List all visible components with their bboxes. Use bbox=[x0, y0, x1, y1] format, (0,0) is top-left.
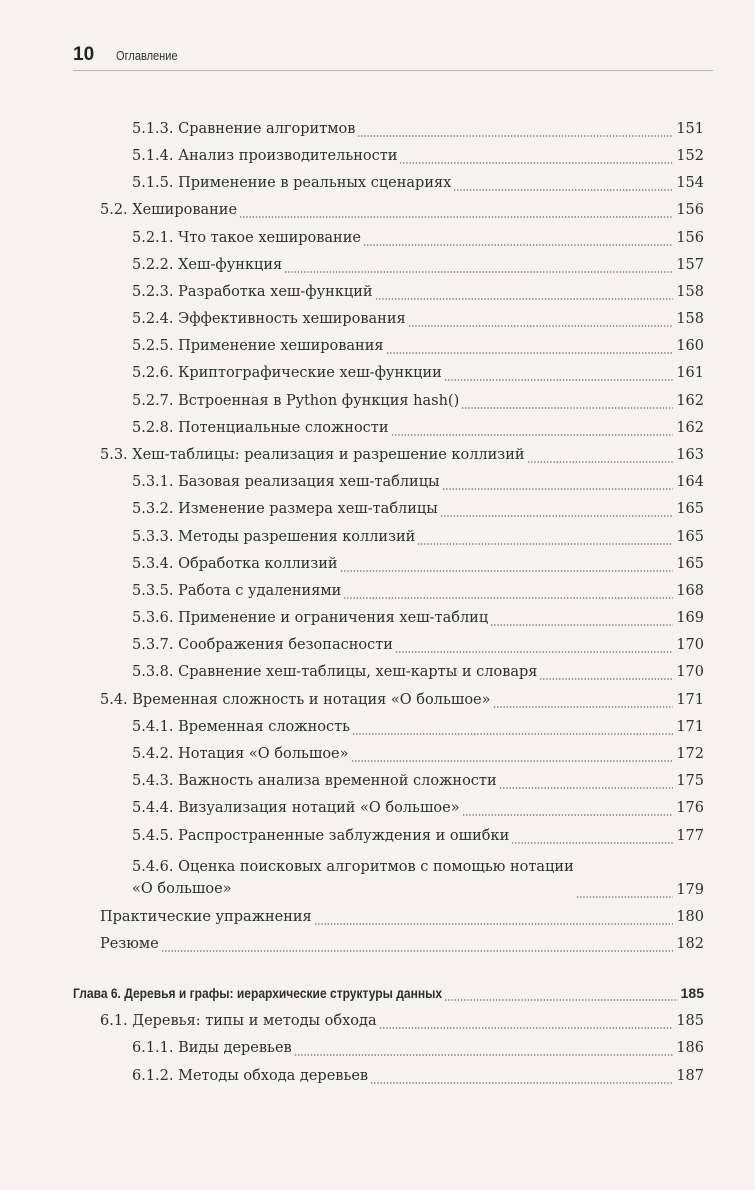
toc-entry-page: 179 bbox=[676, 882, 704, 898]
toc-entry-page: 186 bbox=[676, 1040, 704, 1056]
toc-entry-page: 170 bbox=[676, 664, 704, 680]
toc-entry-title: 5.2. Хеширование bbox=[100, 202, 238, 218]
leader-dots bbox=[527, 445, 674, 465]
toc-entry-page: 165 bbox=[676, 501, 704, 517]
leader-dots bbox=[408, 309, 674, 329]
toc-entry-page: 152 bbox=[676, 148, 704, 164]
toc-entry-page: 158 bbox=[676, 311, 704, 327]
toc-entry-title: Глава 6. Деревья и графы: иерархические структуры данных bbox=[73, 985, 443, 1001]
toc-entry-title: 5.1.5. Применение в реальных сценариях bbox=[132, 175, 452, 191]
toc-entry-title: 5.2.5. Применение хеширования bbox=[132, 338, 384, 354]
toc-entry-5-2-6[interactable] bbox=[132, 361, 704, 383]
toc-entry-5-2[interactable] bbox=[100, 198, 704, 220]
toc-entry-title: 5.2.6. Криптографические хеш-функции bbox=[132, 365, 442, 381]
leader-dots bbox=[490, 608, 673, 628]
leader-dots bbox=[352, 717, 673, 737]
toc-entry-page: 162 bbox=[676, 393, 704, 409]
toc-entry-title: 5.3.2. Изменение размера хеш-таблицы bbox=[132, 501, 438, 517]
toc-entry-5-4-4[interactable] bbox=[132, 796, 704, 818]
leader-dots bbox=[444, 983, 677, 1003]
leader-dots bbox=[340, 554, 674, 574]
toc-entry-page: 165 bbox=[676, 556, 704, 572]
toc-entry-title bbox=[132, 856, 574, 900]
toc-entry-page: 156 bbox=[676, 202, 704, 218]
leader-dots bbox=[391, 418, 674, 438]
toc-entry-title: 5.4.5. Распространенные заблуждения и ошибки bbox=[132, 828, 510, 844]
toc-entry-page: 187 bbox=[676, 1068, 704, 1084]
toc-entry-page: 169 bbox=[676, 610, 704, 626]
leader-dots bbox=[351, 744, 674, 764]
running-title: Оглавление bbox=[116, 47, 178, 63]
leader-dots bbox=[294, 1038, 674, 1058]
toc-entry-5-2-4[interactable] bbox=[132, 307, 704, 329]
toc-entry-page: 172 bbox=[676, 746, 704, 762]
leader-dots bbox=[357, 119, 673, 139]
toc-entry-title: 6.1.1. Виды деревьев bbox=[132, 1040, 292, 1056]
leader-dots bbox=[539, 662, 673, 682]
toc-entry-6-1-2[interactable] bbox=[132, 1064, 704, 1086]
toc-entry-title: Практические упражнения bbox=[100, 909, 312, 925]
page-number: 10 bbox=[73, 44, 95, 65]
toc-entry-5-3-3[interactable] bbox=[132, 525, 704, 547]
leader-dots bbox=[314, 907, 674, 927]
toc-entry-5-4-6[interactable] bbox=[132, 856, 704, 900]
leader-dots bbox=[453, 173, 673, 193]
leader-dots bbox=[370, 1066, 673, 1086]
toc-entry-page: 161 bbox=[676, 365, 704, 381]
toc-entry-page: 165 bbox=[676, 529, 704, 545]
running-header bbox=[73, 40, 713, 71]
leader-dots bbox=[493, 690, 674, 710]
toc-entry-5-4-5[interactable] bbox=[132, 824, 704, 846]
toc-entry-5-2-3[interactable] bbox=[132, 280, 704, 302]
toc-entry-title-line1: 5.4.6. Оценка поисковых алгоритмов с помощью нотации bbox=[132, 859, 574, 875]
toc-entry-title: 5.2.8. Потенциальные сложности bbox=[132, 420, 389, 436]
toc-entry-title: 5.4.4. Визуализация нотаций «О большое» bbox=[132, 800, 460, 816]
leader-dots bbox=[499, 771, 674, 791]
toc-entry-title: 5.1.3. Сравнение алгоритмов bbox=[132, 121, 356, 137]
toc-entry-title: 5.4.2. Нотация «О большое» bbox=[132, 746, 349, 762]
leader-dots bbox=[379, 1011, 674, 1031]
toc-entry-title: 5.2.4. Эффективность хеширования bbox=[132, 311, 406, 327]
toc-entry-5-3-7[interactable] bbox=[132, 633, 704, 655]
leader-dots bbox=[399, 146, 673, 166]
leader-dots bbox=[343, 581, 673, 601]
leader-dots bbox=[417, 527, 673, 547]
toc-entry-page: 154 bbox=[676, 175, 704, 191]
toc-entry-title: 5.3.3. Методы разрешения коллизий bbox=[132, 529, 416, 545]
toc-entry-6-1-1[interactable] bbox=[132, 1036, 704, 1058]
leader-dots bbox=[444, 363, 673, 383]
toc-entry-page: 157 bbox=[676, 257, 704, 273]
toc-entry-page: 185 bbox=[680, 985, 704, 1001]
toc-entry-chapter-6[interactable] bbox=[73, 981, 704, 1003]
leader-dots bbox=[395, 635, 673, 655]
toc-entry-page: 164 bbox=[676, 474, 704, 490]
toc-entry-page: 175 bbox=[676, 773, 704, 789]
leader-dots bbox=[284, 255, 673, 275]
toc-entry-page: 156 bbox=[676, 230, 704, 246]
toc-entry-summary[interactable] bbox=[100, 932, 704, 954]
toc-entry-title: 5.3.4. Обработка коллизий bbox=[132, 556, 338, 572]
toc-entry-5-1-5[interactable] bbox=[132, 171, 704, 193]
toc-entry-5-4-1[interactable] bbox=[132, 715, 704, 737]
leader-dots bbox=[440, 499, 674, 519]
leader-dots bbox=[576, 880, 674, 900]
toc-entry-title: 6.1. Деревья: типы и методы обхода bbox=[100, 1013, 377, 1029]
toc-entry-5-2-1[interactable] bbox=[132, 226, 704, 248]
toc-entry-5-1-3[interactable] bbox=[132, 117, 704, 139]
toc-entry-title: 5.4.3. Важность анализа временной сложности bbox=[132, 773, 497, 789]
toc-entry-title: 5.2.3. Разработка хеш-функций bbox=[132, 284, 373, 300]
toc-entry-page: 176 bbox=[676, 800, 704, 816]
toc-entry-title: 5.4. Временная сложность и нотация «О большое» bbox=[100, 692, 491, 708]
toc-entry-exercises[interactable] bbox=[100, 905, 704, 927]
toc-entry-title-line2: «О большое» bbox=[132, 881, 232, 897]
toc-entry-5-2-2[interactable] bbox=[132, 253, 704, 275]
toc-entry-5-3-6[interactable] bbox=[132, 606, 704, 628]
toc-entry-5-3-1[interactable] bbox=[132, 470, 704, 492]
toc-entry-5-3[interactable] bbox=[100, 443, 704, 465]
leader-dots bbox=[386, 336, 674, 356]
toc-entry-title: 5.3. Хеш-таблицы: реализация и разрешение коллизий bbox=[100, 447, 525, 463]
toc-entry-5-4-3[interactable] bbox=[132, 769, 704, 791]
toc-entry-title: 5.1.4. Анализ производительности bbox=[132, 148, 398, 164]
toc-entry-title: 5.3.8. Сравнение хеш-таблицы, хеш-карты и словаря bbox=[132, 664, 538, 680]
toc-entry-5-4-2[interactable] bbox=[132, 742, 704, 764]
toc-entry-page: 180 bbox=[676, 909, 704, 925]
toc-entry-5-3-2[interactable] bbox=[132, 497, 704, 519]
toc-entry-title: 5.3.5. Работа с удалениями bbox=[132, 583, 342, 599]
toc-entry-5-4[interactable] bbox=[100, 688, 704, 710]
toc-entry-5-2-5[interactable] bbox=[132, 334, 704, 356]
toc-entry-page: 177 bbox=[676, 828, 704, 844]
toc-entry-title: 5.2.2. Хеш-функция bbox=[132, 257, 283, 273]
leader-dots bbox=[363, 228, 673, 248]
toc-entry-title: 5.2.1. Что такое хеширование bbox=[132, 230, 361, 246]
toc-entry-page: 182 bbox=[676, 936, 704, 952]
toc-entry-page: 158 bbox=[676, 284, 704, 300]
toc-entry-title: 5.4.1. Временная сложность bbox=[132, 719, 351, 735]
toc-entry-5-3-5[interactable] bbox=[132, 579, 704, 601]
toc-entry-6-1[interactable] bbox=[100, 1009, 704, 1031]
toc-entry-page: 170 bbox=[676, 637, 704, 653]
toc-entry-title: 5.3.6. Применение и ограничения хеш-таблиц bbox=[132, 610, 489, 626]
leader-dots bbox=[462, 798, 674, 818]
toc-entry-page: 171 bbox=[676, 692, 704, 708]
toc-entry-5-2-7[interactable] bbox=[132, 389, 704, 411]
toc-entry-page: 162 bbox=[676, 420, 704, 436]
leader-dots bbox=[375, 282, 674, 302]
toc-entry-title: Резюме bbox=[100, 936, 159, 952]
toc-entry-5-2-8[interactable] bbox=[132, 416, 704, 438]
toc-entry-title: 5.3.7. Соображения безопасности bbox=[132, 637, 393, 653]
toc-entry-page: 163 bbox=[676, 447, 704, 463]
toc-entry-page: 151 bbox=[676, 121, 704, 137]
toc-entry-5-3-8[interactable] bbox=[132, 660, 704, 682]
leader-dots bbox=[161, 934, 674, 954]
leader-dots bbox=[239, 200, 673, 220]
leader-dots bbox=[461, 391, 673, 411]
toc-entry-5-1-4[interactable] bbox=[132, 144, 704, 166]
toc-entry-title: 6.1.2. Методы обхода деревьев bbox=[132, 1068, 369, 1084]
leader-dots bbox=[442, 472, 674, 492]
toc-entry-title: 5.3.1. Базовая реализация хеш-таблицы bbox=[132, 474, 440, 490]
toc-entry-page: 168 bbox=[676, 583, 704, 599]
toc-entry-page: 160 bbox=[676, 338, 704, 354]
toc-entry-page: 185 bbox=[676, 1013, 704, 1029]
toc-entry-page: 171 bbox=[676, 719, 704, 735]
toc-entry-title: 5.2.7. Встроенная в Python функция hash() bbox=[132, 393, 460, 409]
toc-entry-5-3-4[interactable] bbox=[132, 552, 704, 574]
leader-dots bbox=[511, 826, 673, 846]
